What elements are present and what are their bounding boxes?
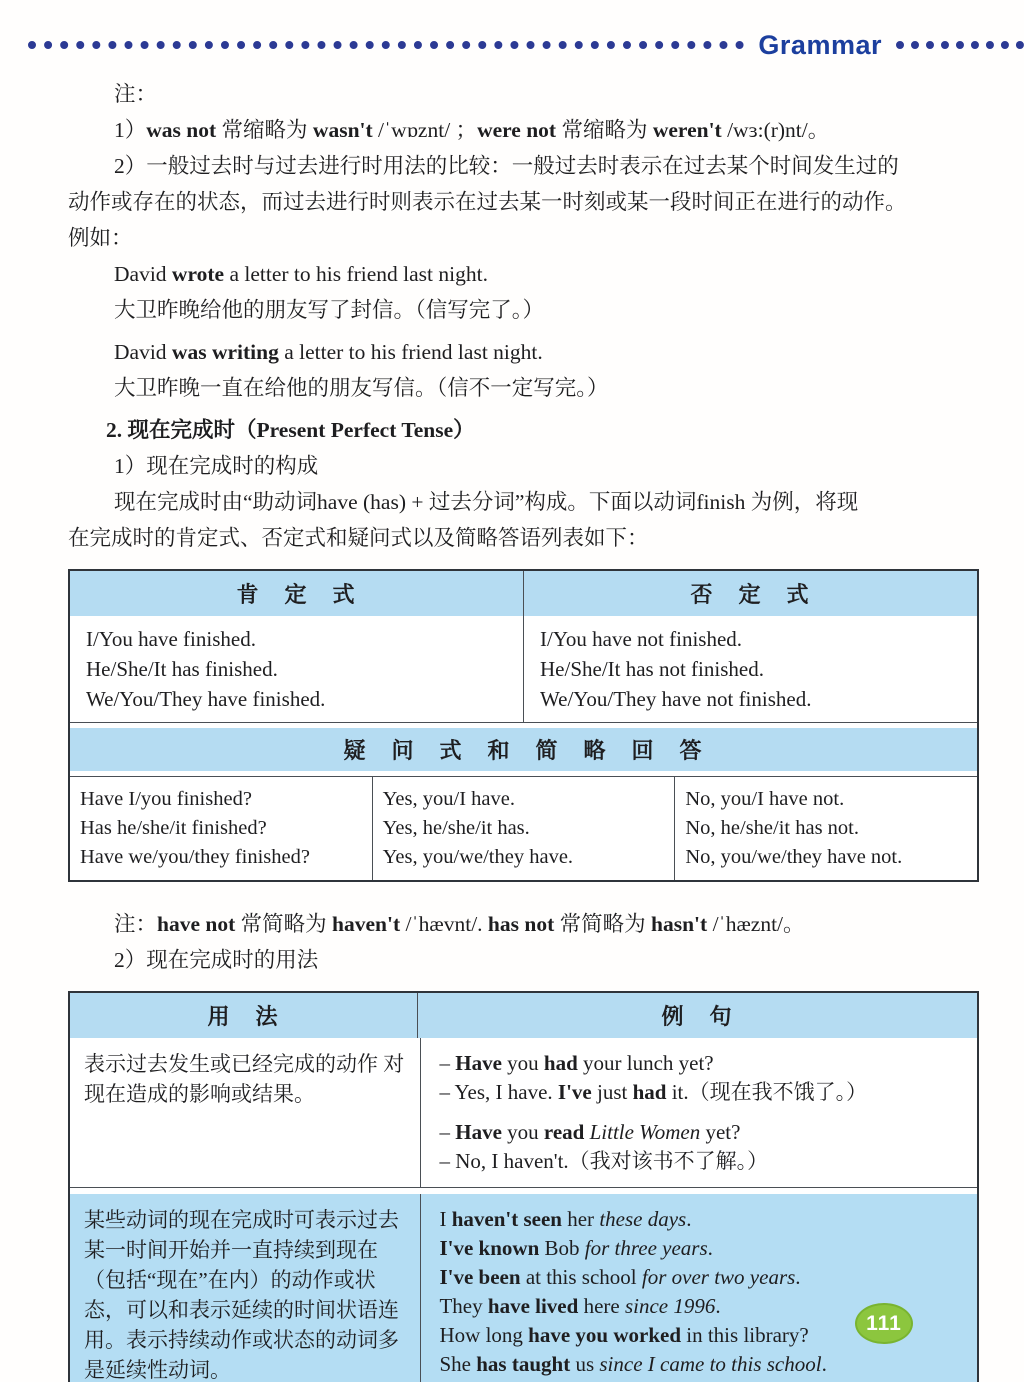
example-past-continuous	[68, 334, 979, 406]
affirmative-header: 肯 定 式	[70, 571, 524, 616]
text-line: – No, I haven't.（我对该书不了解。）	[439, 1149, 769, 1173]
question-body-row	[70, 776, 977, 880]
no-answers-cell	[675, 777, 977, 880]
usage-table	[68, 991, 979, 1382]
text-line: I've been at this school for over two years.	[439, 1265, 801, 1289]
examples-duration-cell	[421, 1194, 977, 1382]
formation-paragraph-line-2: 在完成时的肯定式、否定式和疑问式以及简略答语列表如下：	[68, 526, 649, 550]
subsection-formation: 1）现在完成时的构成	[114, 454, 319, 478]
text-line	[439, 1107, 959, 1118]
text-line: I/You have finished.	[86, 627, 256, 651]
usage-row-result	[70, 1038, 977, 1188]
text-line: 注：have not 常简略为 haven't /ˈhævnt/. has not 常简略为 hasn't /ˈhæznt/。	[114, 912, 805, 936]
negative-cell	[524, 616, 977, 722]
page-content	[0, 76, 1024, 1382]
text-line: We/You/They have not finished.	[540, 687, 812, 711]
text-line: She has taught us since I came to this school.	[439, 1352, 827, 1376]
text-line: I/You have not finished.	[540, 627, 743, 651]
page-header	[0, 29, 1024, 60]
text-line: No, you/we/they have not.	[685, 846, 903, 868]
page-number-badge: 111	[855, 1303, 913, 1344]
comparison-paragraph-line-3: 例如：	[68, 226, 133, 250]
text-line: 大卫昨晚一直在给他的朋友写信。（信不一定写完。）	[114, 376, 609, 400]
text-line: How long have you worked in this library?	[439, 1323, 809, 1347]
text-line: I've known Bob for three years.	[439, 1236, 713, 1260]
section-heading-present-perfect: 2. 现在完成时（Present Perfect Tense）	[106, 418, 475, 442]
text-line: Has he/she/it finished?	[80, 817, 267, 839]
text-line: No, you/I have not.	[685, 788, 845, 810]
usage-header-row	[70, 993, 977, 1038]
text-line: We/You/They have finished.	[86, 687, 326, 711]
negative-header: 否 定 式	[524, 571, 977, 616]
page-title: Grammar	[758, 29, 882, 60]
contraction-note-2	[68, 906, 979, 942]
text-line: He/She/It has not finished.	[540, 657, 764, 681]
dotted-rule-left	[28, 41, 744, 49]
formation-paragraph-line-1: 现在完成时由“助动词have (has) + 过去分词”构成。下面以动词finish 为例，将现	[114, 490, 859, 514]
text-line: David was writing a letter to his friend last night.	[114, 340, 543, 364]
text-line: Yes, he/she/it has.	[382, 817, 530, 839]
forms-body-row	[70, 616, 977, 723]
text-line: Have we/you/they finished?	[80, 846, 310, 868]
example-header: 例 句	[418, 993, 977, 1038]
text-line: – Yes, I have. I've just had it.（现在我不饿了。）	[439, 1080, 868, 1104]
tense-forms-table	[68, 569, 979, 882]
usage-result-cell: 表示过去发生或已经完成的动作 对现在造成的影响或结果。	[70, 1038, 421, 1187]
text-line: – Have you read Little Women yet?	[439, 1120, 741, 1144]
questions-cell	[70, 777, 373, 880]
usage-duration-cell: 某些动词的现在完成时可表示过去某一时间开始并一直持续到现在（包括“现在”在内）的动作或状态，可以和表示延续的时间状语连用。表示持续动作或状态的动词多是延续性动词。	[70, 1194, 421, 1382]
comparison-paragraph-line-1: 2）一般过去时与过去进行时用法的比较：一般过去时表示在过去某个时间发生过的	[114, 154, 899, 178]
example-past-simple	[68, 256, 979, 328]
text-line: Yes, you/we/they have.	[382, 846, 574, 868]
comparison-paragraph-line-2: 动作或存在的状态，而过去进行时则表示在过去某一时刻或某一段时间正在进行的动作。	[68, 190, 907, 214]
text-line: David wrote a letter to his friend last night.	[114, 262, 488, 286]
text-line: Yes, you/I have.	[382, 788, 515, 810]
text-line: Have I/you finished?	[80, 788, 252, 810]
text-line: I haven't seen her these days.	[439, 1207, 692, 1231]
note-label: 注：	[114, 82, 158, 106]
dotted-rule-right	[896, 41, 1024, 49]
yes-answers-cell	[373, 777, 676, 880]
affirmative-cell	[70, 616, 524, 722]
text-line: – Have you had your lunch yet?	[439, 1051, 714, 1075]
text-line: He/She/It has finished.	[86, 657, 278, 681]
contraction-note-1	[68, 112, 979, 148]
usage-row-duration	[70, 1194, 977, 1382]
forms-header-row	[70, 571, 977, 616]
usage-header: 用 法	[70, 993, 418, 1038]
examples-result-cell	[421, 1038, 977, 1187]
text-line: They have lived here since 1996.	[439, 1294, 721, 1318]
text-line: 大卫昨晚给他的朋友写了封信。（信写完了。）	[114, 298, 545, 322]
subsection-usage: 2）现在完成时的用法	[114, 948, 319, 972]
question-forms-header: 疑 问 式 和 简 略 回 答	[70, 728, 977, 771]
text-line: No, he/she/it has not.	[685, 817, 860, 839]
text-line: 1）was not 常缩略为 wasn't /ˈwɒznt/ ；were not 常缩略为 weren't /wɜ:(r)nt/。	[114, 118, 830, 142]
